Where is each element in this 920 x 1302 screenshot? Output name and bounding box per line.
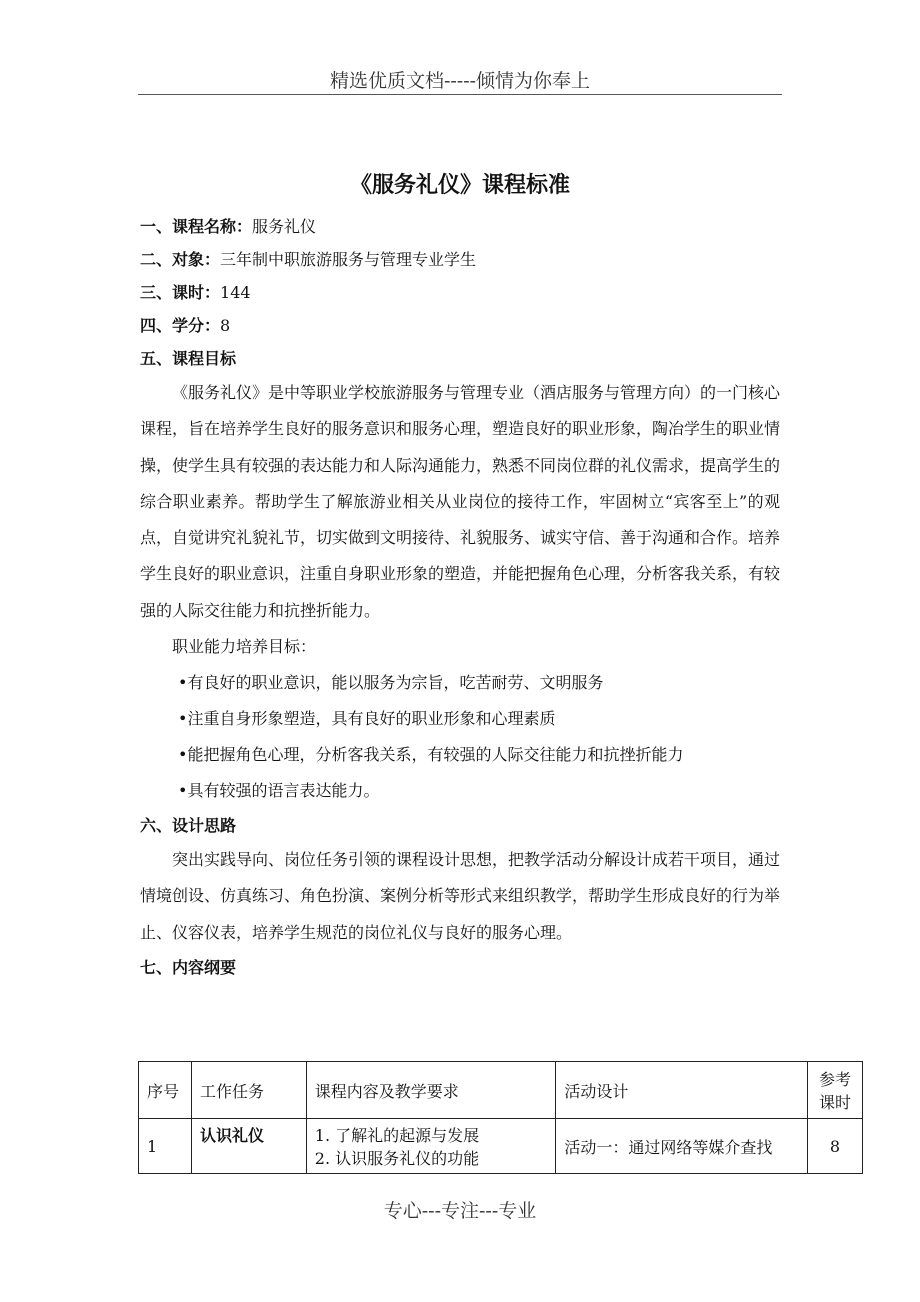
document-title: 《服务礼仪》课程标准: [349, 173, 570, 198]
field-hours: [140, 276, 780, 309]
field-label: 二、对象：: [140, 250, 221, 269]
goal-item: •能把握角色心理，分析客我关系，有较强的人际交往能力和抗挫折能力: [178, 745, 684, 765]
cell-content: [306, 1119, 556, 1174]
content-line: 1. 了解礼的起源与发展: [314, 1126, 480, 1145]
field-audience: [140, 243, 780, 276]
table-header-row: [139, 1062, 863, 1119]
header-cell: 参考课时: [808, 1062, 863, 1119]
field-course-name: [140, 210, 780, 243]
header-divider: [138, 94, 782, 95]
goal-item: •有良好的职业意识，能以服务为宗旨，吃苦耐劳、文明服务: [178, 673, 604, 693]
field-value: 服务礼仪: [252, 217, 317, 236]
section-heading-goals: 五、课程目标: [140, 349, 237, 368]
header-cell: 序号: [139, 1062, 192, 1119]
design-paragraph: 突出实践导向、岗位任务引领的课程设计思想，把教学活动分解设计成若干项目，通过情境创设、仿真练习、角色扮演、案例分析等形式来组织教学，帮助学生形成良好的行为举止、仪容仪表，培养学生规范的岗位礼仪与良好的服务心理。: [140, 850, 781, 942]
field-label: 一、课程名称：: [140, 217, 253, 236]
cell-activity: 活动一：通过网络等媒介查找: [556, 1119, 808, 1174]
content-line: 2. 认识服务礼仪的功能: [314, 1149, 480, 1168]
table-row: [139, 1119, 863, 1174]
field-value: 144: [220, 283, 251, 302]
document-body: [140, 210, 780, 984]
cell-hours: 8: [808, 1119, 863, 1174]
field-value: 8: [220, 316, 231, 335]
header-cell: 活动设计: [556, 1062, 808, 1119]
header-cell: 课程内容及教学要求: [306, 1062, 556, 1119]
page-footer: 专心---专注---专业: [383, 1200, 537, 1222]
header-cell: 工作任务: [191, 1062, 306, 1119]
goal-item: •具有较强的语言表达能力。: [178, 781, 380, 801]
section-heading-outline: 七、内容纲要: [140, 957, 237, 977]
goals-label: 职业能力培养目标：: [172, 637, 317, 657]
field-value: 三年制中职旅游服务与管理专业学生: [220, 250, 477, 269]
content-outline-table: [138, 1061, 863, 1174]
goal-item: •注重自身形象塑造，具有良好的职业形象和心理素质: [178, 709, 556, 729]
page-header: 精选优质文档-----倾情为你奉上: [329, 70, 591, 92]
field-label: 三、课时：: [140, 283, 221, 302]
cell-no: 1: [139, 1119, 192, 1174]
section-heading-design: 六、设计思路: [140, 816, 237, 836]
cell-task: 认识礼仪: [191, 1119, 306, 1174]
goals-paragraph: 《服务礼仪》是中等职业学校旅游服务与管理专业（酒店服务与管理方向）的一门核心课程，旨在培养学生良好的服务意识和服务心理，塑造良好的职业形象，陶冶学生的职业情操，使学生具有较强的表达能力和人际沟通能力，熟悉不同岗位群的礼仪需求，提高学生的综合职业素养。帮助学生了解旅游业相关从业岗位的接待工作，牢固树立“宾客至上”的观点，自觉讲究礼貌礼节，切实做到文明接待、礼貌服务、诚实守信、善于沟通和合作。培养学生良好的职业意识，注重自身职业形象的塑造，并能把握角色心理，分析客我关系，有较强的人际交往能力和抗挫折能力。: [140, 383, 781, 620]
field-credits: [140, 309, 780, 342]
field-label: 四、学分：: [140, 316, 221, 335]
